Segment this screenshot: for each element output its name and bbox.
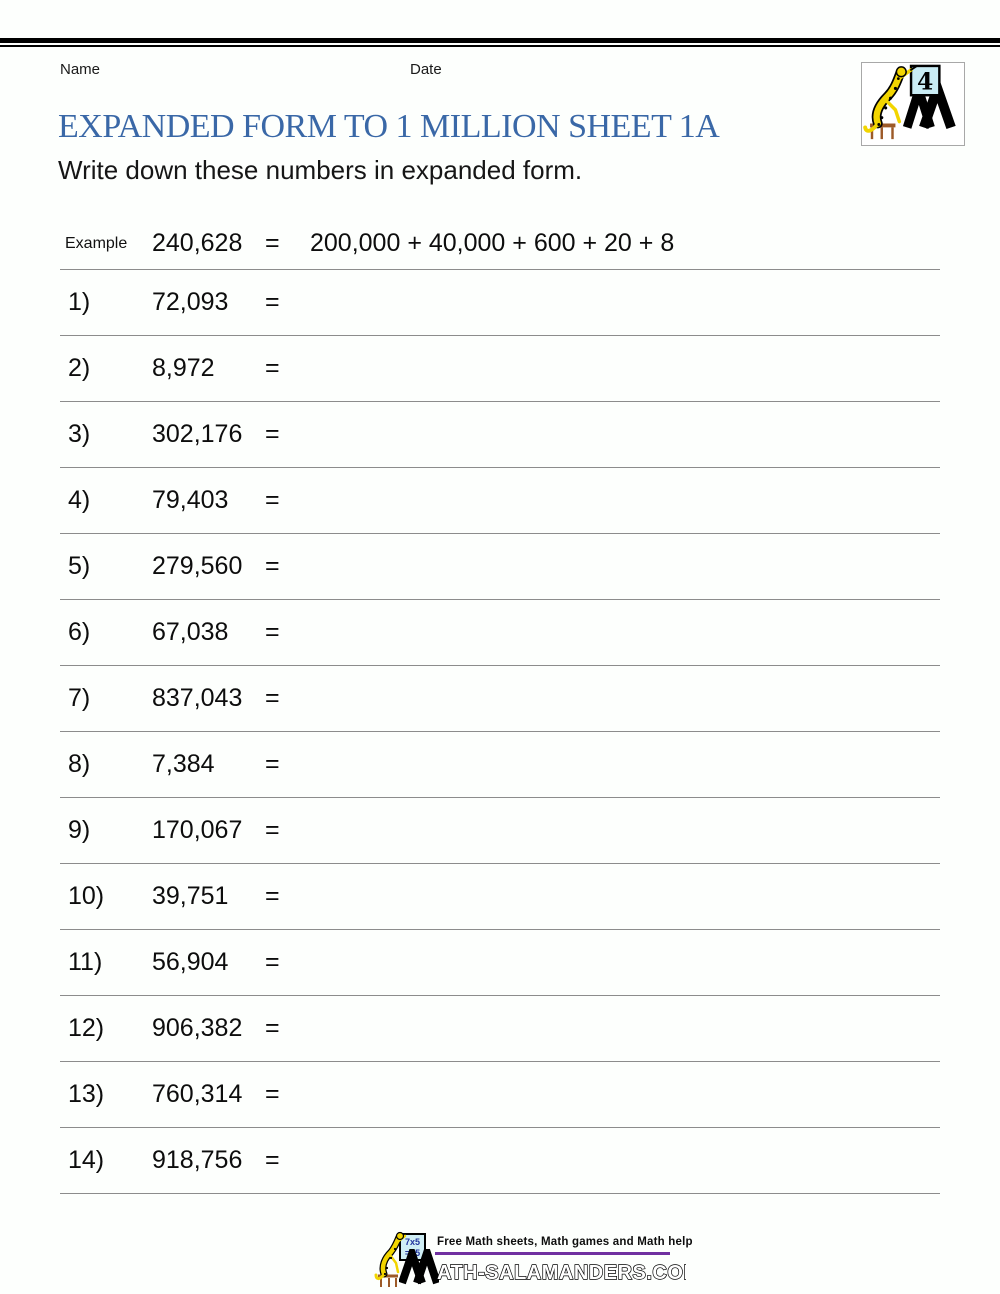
equals-sign: = (265, 1146, 280, 1174)
top-rule-thin (0, 45, 1000, 47)
problem-number: 56,904 (152, 948, 229, 976)
equals-sign: = (265, 948, 280, 976)
problem-row (60, 1128, 940, 1194)
problem-number: 170,067 (152, 816, 243, 844)
instruction-text: Write down these numbers in expanded form. (58, 155, 583, 185)
answer-blank[interactable] (310, 468, 940, 533)
problems-table (60, 218, 940, 1194)
problem-row (60, 930, 940, 996)
problem-row (60, 402, 940, 468)
problem-row (60, 666, 940, 732)
problem-number: 760,314 (152, 1080, 243, 1108)
equals-sign: = (265, 882, 280, 910)
problem-number: 39,751 (152, 882, 229, 910)
answer-blank[interactable] (310, 864, 940, 929)
problem-row (60, 600, 940, 666)
salamander-grade-logo-icon (862, 63, 964, 145)
problem-row (60, 1062, 940, 1128)
top-rule-thick (0, 38, 1000, 43)
problem-index: 3) (68, 420, 91, 448)
example-label: Example (65, 234, 128, 252)
site-m-icon (399, 1249, 439, 1285)
equals-sign: = (265, 618, 280, 646)
equals-sign: = (265, 486, 280, 514)
answer-blank[interactable] (310, 336, 940, 401)
problem-index: 7) (68, 684, 91, 712)
problem-number: 906,382 (152, 1014, 243, 1042)
answer-blank[interactable] (310, 270, 940, 335)
problems-list (60, 270, 940, 1194)
problem-row (60, 996, 940, 1062)
equals-sign: = (265, 684, 280, 712)
name-label: Name (60, 61, 101, 78)
problem-index: 2) (68, 354, 91, 382)
grade-number: 4 (917, 67, 934, 96)
problem-number: 67,038 (152, 618, 229, 646)
equals-sign: = (265, 816, 280, 844)
equals-sign: = (265, 1080, 280, 1108)
problem-number: 8,972 (152, 354, 215, 382)
problem-number: 7,384 (152, 750, 215, 778)
problem-row (60, 798, 940, 864)
problem-index: 11) (68, 948, 103, 976)
answer-blank[interactable] (310, 666, 940, 731)
problem-index: 4) (68, 486, 91, 514)
equals-sign: = (265, 229, 280, 257)
answer-blank[interactable] (310, 930, 940, 995)
equals-sign: = (265, 750, 280, 778)
equals-sign: = (265, 1014, 280, 1042)
problem-index: 8) (68, 750, 91, 778)
problem-number: 302,176 (152, 420, 243, 448)
answer-blank[interactable] (310, 534, 940, 599)
problem-index: 14) (68, 1146, 105, 1174)
problem-row (60, 468, 940, 534)
example-expansion: 200,000 + 40,000 + 600 + 20 + 8 (310, 229, 675, 257)
problem-row (60, 534, 940, 600)
answer-blank[interactable] (310, 996, 940, 1061)
answer-blank[interactable] (310, 1128, 940, 1193)
example-number: 240,628 (152, 229, 243, 257)
problem-number: 279,560 (152, 552, 243, 580)
problem-index: 5) (68, 552, 91, 580)
answer-blank[interactable] (310, 798, 940, 863)
equals-sign: = (265, 552, 280, 580)
date-label: Date (410, 61, 442, 78)
site-link[interactable] (436, 1255, 686, 1292)
problem-index: 12) (68, 1014, 105, 1042)
problem-index: 10) (68, 882, 105, 910)
board-line2: =35 (404, 1248, 421, 1258)
problem-number: 837,043 (152, 684, 243, 712)
board-line1: 7x5 (404, 1237, 421, 1247)
problem-row (60, 336, 940, 402)
problem-index: 13) (68, 1080, 105, 1108)
site-text: ATH-SALAMANDERS.COM (437, 1262, 686, 1284)
problem-row (60, 864, 940, 930)
problem-index: 9) (68, 816, 91, 844)
equals-sign: = (265, 420, 280, 448)
problem-row (60, 732, 940, 798)
footer-tagline: Free Math sheets, Math games and Math help (437, 1236, 693, 1248)
site-text-graphic (436, 1255, 686, 1287)
problem-number: 79,403 (152, 486, 229, 514)
answer-blank[interactable] (310, 1062, 940, 1127)
problem-index: 1) (68, 288, 91, 316)
page-title: EXPANDED FORM TO 1 MILLION SHEET 1A (58, 108, 720, 145)
example-row (60, 218, 940, 270)
equals-sign: = (265, 354, 280, 382)
problem-index: 6) (68, 618, 91, 646)
answer-blank[interactable] (310, 402, 940, 467)
grade-logo-box (861, 62, 965, 146)
problem-number: 918,756 (152, 1146, 243, 1174)
problem-number: 72,093 (152, 288, 229, 316)
equals-sign: = (265, 288, 280, 316)
answer-blank[interactable] (310, 600, 940, 665)
problem-row (60, 270, 940, 336)
answer-blank[interactable] (310, 732, 940, 797)
